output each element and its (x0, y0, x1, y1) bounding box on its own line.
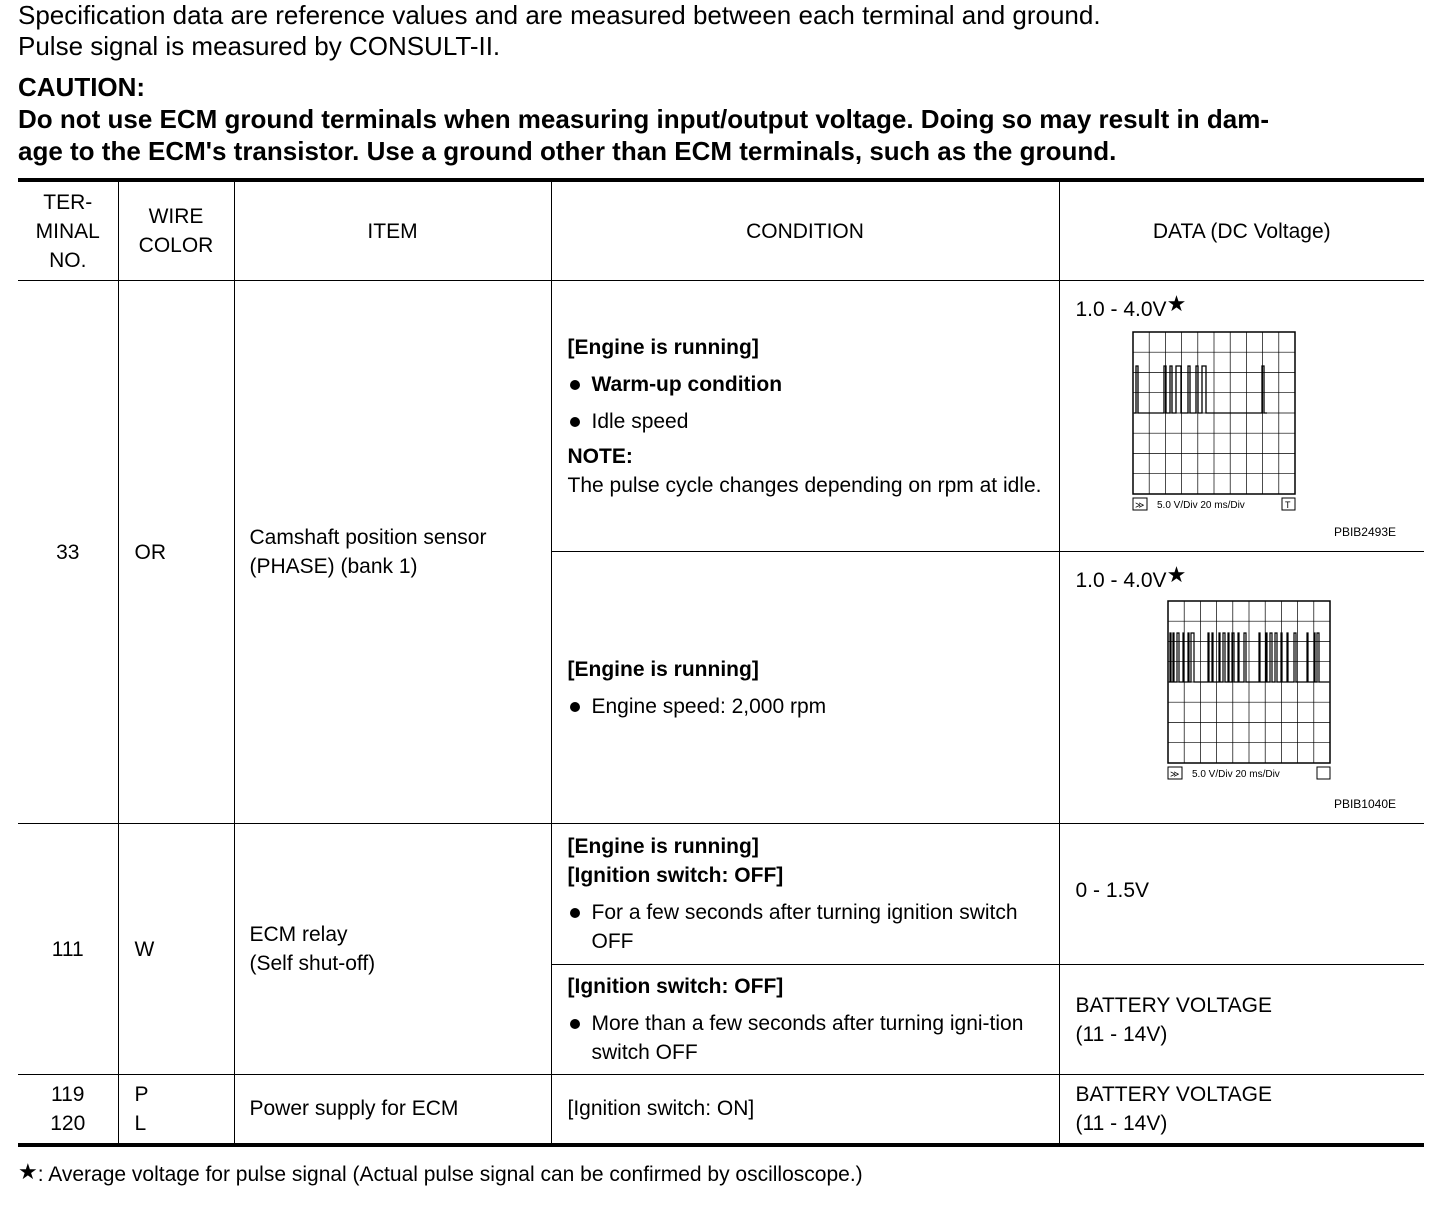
data-0-1.5v: 0 - 1.5V (1059, 824, 1424, 965)
bullet-more-than-few: More than a few seconds after turning igni-tion switch OFF (568, 1009, 1047, 1067)
scope-scale-label: 5.0 V/Div 20 ms/Div (1191, 769, 1280, 780)
wire-color-or: OR (118, 281, 234, 824)
ecm-terminal-table (18, 178, 1424, 1147)
condition-2000rpm (551, 552, 1059, 824)
intro-line-1: Specification data are reference values and are measured between each terminal and ground. (18, 0, 1101, 30)
item-line-1: ECM relay (249, 923, 348, 946)
note-text: The pulse cycle changes depending on rpm at idle. (567, 473, 1042, 497)
bullet-engine-speed: Engine speed: 2,000 rpm (568, 692, 1047, 721)
bullet-idle-speed: Idle speed (568, 407, 1047, 436)
scope-trigger-icon: T (1284, 500, 1290, 510)
wire-l: L (134, 1111, 147, 1135)
wire-p: P (134, 1082, 149, 1106)
table-row (18, 824, 1424, 965)
scope-scale-label: 5.0 V/Div 20 ms/Div (1156, 500, 1245, 511)
star-icon: ★ (18, 1159, 38, 1184)
footnote-text: : Average voltage for pulse signal (Actual pulse signal can be confirmed by oscilloscope.) (37, 1163, 863, 1186)
terminal-33: 33 (18, 281, 118, 824)
intro-section (18, 0, 1428, 167)
image-code: PBIB2493E (1333, 525, 1396, 539)
item-line-1: Camshaft position sensor (249, 526, 487, 549)
terminal-111: 111 (18, 824, 118, 1075)
data-line-2: (11 - 14V) (1075, 1111, 1168, 1135)
note-title: NOTE: (567, 444, 633, 468)
table-row (18, 1075, 1424, 1145)
header-terminal-line-2: MINAL (35, 219, 100, 243)
condition-title: [Engine is running] (567, 335, 759, 359)
image-code: PBIB1040E (1333, 797, 1396, 811)
header-terminal-line-3: NO. (49, 248, 87, 272)
star-icon: ★ (1166, 562, 1187, 587)
wire-color-p-l (118, 1075, 234, 1145)
data-value-text: 1.0 - 4.0V (1075, 569, 1167, 592)
condition-running-ign-off (551, 824, 1059, 965)
header-condition: CONDITION (551, 180, 1059, 281)
intro-line-2: Pulse signal is measured by CONSULT-II. (18, 31, 501, 61)
data-battery-voltage (1059, 965, 1424, 1075)
scope-trace (1134, 366, 1267, 413)
header-wire-line-1: WIRE (148, 205, 204, 228)
data-waveform-idle (1059, 281, 1424, 552)
terminal-119-120 (18, 1075, 118, 1145)
caution-line-2: age to the ECM's transistor. Use a ground other than ECM terminals, such as the ground. (18, 136, 1117, 166)
bullet-few-seconds: For a few seconds after turning ignition switch OFF (568, 898, 1047, 956)
oscilloscope-idle-image (1132, 331, 1298, 513)
condition-title: [Engine is running] (567, 657, 759, 681)
caution-title: CAUTION: (18, 72, 146, 102)
item-camshaft-sensor (234, 281, 551, 824)
scope-arrow-icon: ≫ (1134, 500, 1144, 510)
header-terminal-no (18, 180, 118, 281)
condition-ign-off (551, 965, 1059, 1075)
condition-ign-on: [Ignition switch: ON] (551, 1075, 1059, 1145)
item-line-2: (Self shut-off) (249, 952, 376, 975)
header-terminal-line-1: TER- (43, 190, 93, 214)
terminal-120: 120 (50, 1111, 86, 1135)
scope-arrow-icon: ≫ (1169, 769, 1179, 779)
data-line-2: (11 - 14V) (1075, 1022, 1168, 1046)
data-value (1076, 560, 1187, 595)
data-line-1: BATTERY VOLTAGE (1075, 993, 1272, 1017)
header-wire-line-2: COLOR (138, 234, 214, 257)
condition-warm-idle (551, 281, 1059, 552)
condition-title-1: [Engine is running] (567, 835, 759, 858)
data-battery-voltage (1059, 1075, 1424, 1145)
item-power-supply: Power supply for ECM (234, 1075, 551, 1145)
condition-title: [Ignition switch: OFF] (567, 975, 784, 998)
header-wire-color (118, 180, 234, 281)
wire-color-w: W (118, 824, 234, 1075)
star-icon: ★ (1166, 291, 1187, 316)
header-data: DATA (DC Voltage) (1059, 180, 1424, 281)
caution-line-1: Do not use ECM ground terminals when measuring input/output voltage. Doing so may result in dam- (18, 104, 1269, 134)
table-header-row (18, 180, 1424, 281)
item-ecm-relay (234, 824, 551, 1075)
header-item: ITEM (234, 180, 551, 281)
table-row (18, 281, 1424, 552)
terminal-119: 119 (51, 1082, 85, 1106)
item-line-2: (PHASE) (bank 1) (249, 555, 418, 578)
condition-title-2: [Ignition switch: OFF] (567, 864, 784, 887)
data-line-1: BATTERY VOLTAGE (1075, 1082, 1272, 1106)
data-waveform-2000rpm (1059, 552, 1424, 824)
data-value (1076, 289, 1187, 324)
oscilloscope-2000rpm-image (1167, 600, 1333, 782)
bullet-warm-up: Warm-up condition (568, 370, 1047, 399)
data-value-text: 1.0 - 4.0V (1075, 298, 1167, 321)
footnote (18, 1157, 863, 1190)
